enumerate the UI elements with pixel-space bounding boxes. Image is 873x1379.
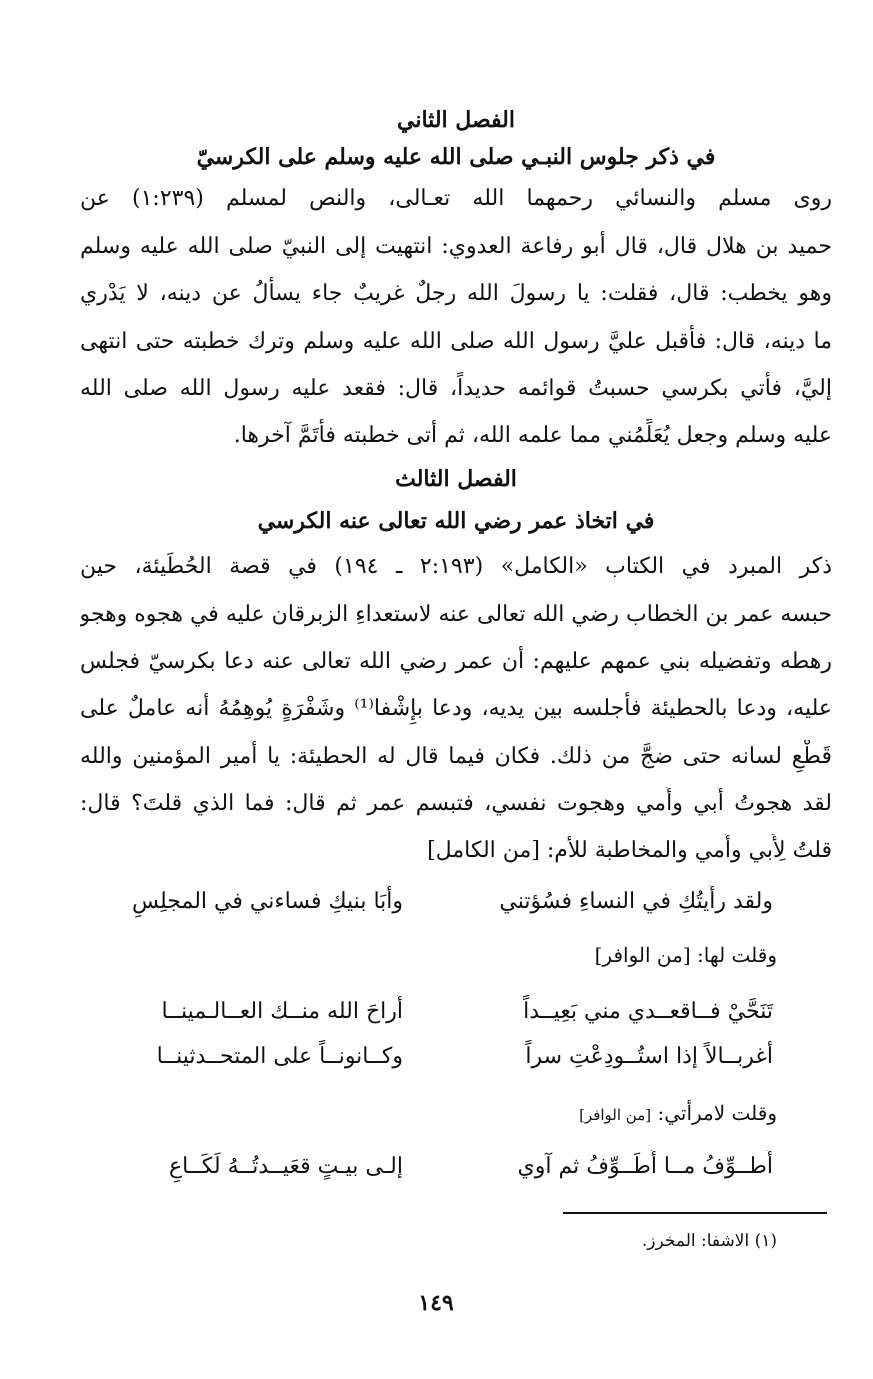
chapter-subheading-3: في اتخاذ عمر رضي الله تعالى عنه الكرسي: [257, 508, 655, 534]
poem-second-hemistich: وأَبَا بنيكِ فساءني في المجلِسِ: [131, 889, 403, 914]
text-line: عليه، ودعا بالحطيئة فأَجلسه بين يديه، ودعا بإِشْفا⁽¹⁾ وشَفْرَةٍ يُوهِمُهُ أنه عاملٌ على: [80, 696, 832, 721]
poem-second-hemistich: أَراحَ الله منــك العــالـمينــا: [161, 999, 403, 1024]
text-line: حبسه عمر بن الخطاب رضي الله تعالى عنه لاستعداءِ الزبرقان عليه في هجوه وهجو: [80, 602, 832, 627]
text-line: إليَّ، فأُتي بكرسي حسبتُ قوائمه حديداً، قال: فقعد عليه رسول الله صلى الله: [80, 376, 832, 401]
verse-intro-2: [595, 940, 777, 970]
verse-intro-3: [579, 1098, 777, 1130]
text-line: حميد بن هلال قال، قال أبو رفاعة العدوي: انتهيت إلى النبيّ صلى الله عليه وسلم: [80, 234, 832, 259]
text-line: لقد هجوتُ أَبي وأُمي وهجوت نفسي، فتبسم عمر ثم قال: فما الذي قلتَ؟ قال:: [80, 791, 832, 816]
verse-intro-text: وقلت لها:: [697, 943, 777, 967]
chapter-heading-3: الفصل الثالث: [395, 466, 517, 492]
text-line: وهو يخطب: قال، فقلت: يا رسولَ الله رجلٌ غريبٌ جاء يسأَلُ عن دينه، لا يَدْري: [80, 281, 832, 306]
chapter-subheading-2: في ذكر جلوس النبـي صلى الله عليه وسلم على الكرسيّ: [196, 144, 716, 170]
page-number: ١٤٩: [418, 1290, 454, 1316]
poem-first-hemistich: أغربــالاً إذا استُــودِعْتِ سراً: [525, 1044, 773, 1069]
poem-first-hemistich: أُطــوِّفُ مــا أُطَــوِّفُ ثم آوي: [517, 1154, 773, 1179]
text-line: قلتُ لِأَبي وأُمي والمخاطبة للأم: [من الكامل]: [427, 838, 832, 863]
meter-label: [من الوافر]: [579, 1106, 652, 1124]
meter-label: [من الوافر]: [594, 943, 691, 967]
text-line: رهطه وتفضيله بني عمهم عليهم: أن عمر رضي الله تعالى عنه دعا بكرسيّ فجلس: [80, 649, 832, 674]
footnote: (١) الاشفا: المخرز.: [641, 1231, 777, 1251]
chapter-heading-2: الفصل الثاني: [397, 107, 515, 133]
footnote-divider: [563, 1212, 827, 1214]
verse-intro-text: وقلت لامرأتي:: [657, 1101, 777, 1125]
poem-first-hemistich: ولقد رأَيتُكِ في النساءِ فسُؤتني: [499, 889, 773, 914]
poem-second-hemistich: وكــانونــاً على المتحــدثينــا: [156, 1044, 403, 1069]
text-line: روى مسلم والنسائي رحمهما الله تعـالى، والنص لمسلم (١:٢٣٩) عن: [80, 186, 832, 211]
text-line: قَطْعِ لسانه حتى ضجَّ من ذلك. فكان فيما قال له الحطيئة: يا أَمير المؤمنين والله: [80, 744, 832, 769]
text-line: ما دينه، قال: فأقبل عليَّ رسول الله صلى الله عليه وسلم وترك خطبته حتى انتهى: [80, 329, 832, 354]
poem-second-hemistich: إلـى بيـتٍ قعَيــدتُــهُ لَكَــاعِ: [169, 1154, 403, 1179]
poem-first-hemistich: تَنَحَّيْ فــاقعــدي مني بَعِيــداً: [523, 999, 773, 1024]
text-line: عليه وسلم وجعل يُعَلِّمُني مما علمه الله، ثم أتى خطبته فأَتَمَّ آخرها.: [233, 423, 832, 448]
text-line: ذكر المبرد في الكتاب «الكامل» (٢:١٩٣ ـ ١٩٤) في قصة الحُطَيئة، حين: [80, 554, 832, 579]
